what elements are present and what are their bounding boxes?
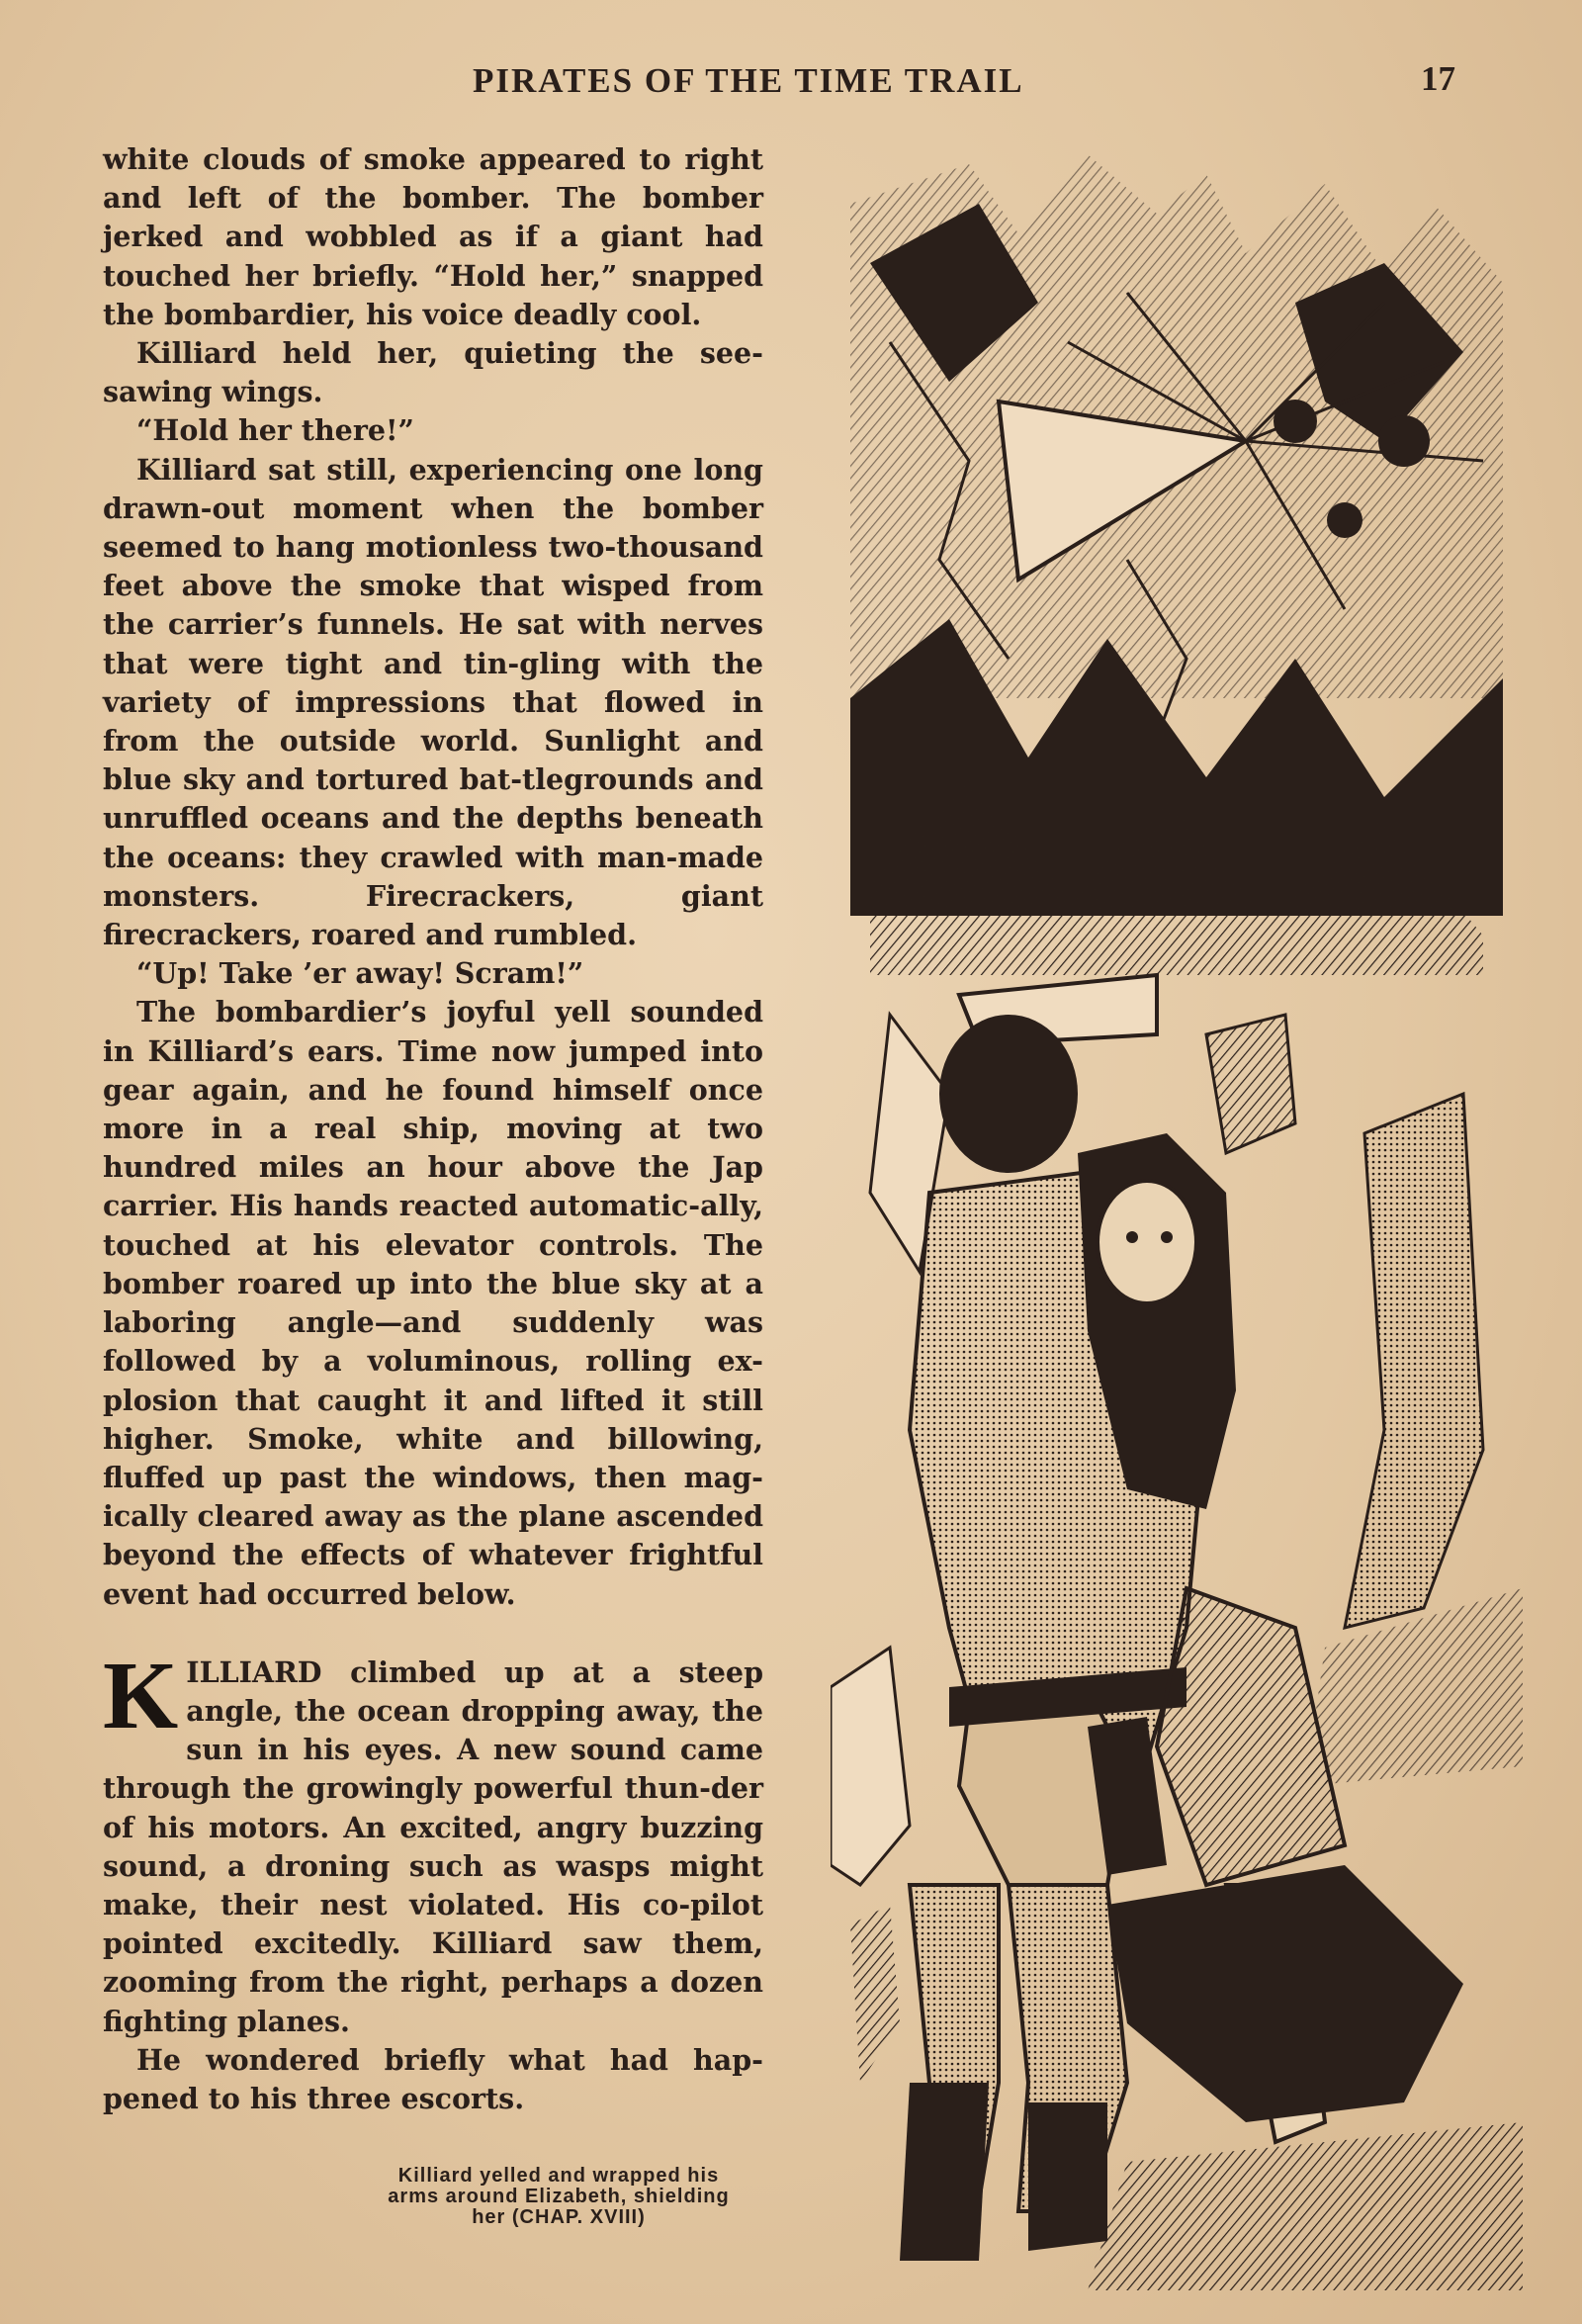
caption-line: arms around Elizabeth, shielding <box>388 2186 730 2207</box>
section-opening-text: ILLIARD climbed up at a steep angle, the ocean dropping away, the sun in his eyes. A new sound came through the growingly powerful thun-der of his motors. An excited, angry buzzing sound, a droning such as wasps might make, their nest violated. His co-pilot pointed excitedly. Killiard saw them, zooming from the right, perhaps a dozen fighting planes. <box>103 1654 763 2038</box>
story-illustration <box>831 144 1523 2290</box>
illustration-drawing <box>831 144 1523 2290</box>
illustration-caption <box>346 2166 771 2228</box>
body-paragraph: The bombardier’s joyful yell sounded in Killiard’s ears. Time now jumped into gear again, and he found himself once more in a real ship, moving at two hundred miles an hour above the Jap carrier. His hands reacted automatic-ally, touched at his elevator controls. The bomber roared up into the blue sky at a laboring angle—and suddenly was followed by a voluminous, rolling ex-plosion that caught it and lifted it still higher. Smoke, white and billowing, fluffed up past the windows, then mag-ically cleared away as the plane ascended beyond the effects of whatever frightful event had occurred below. <box>103 995 763 1611</box>
section-opening-paragraph <box>103 1642 763 2041</box>
body-paragraph: “Up! Take ’er away! Scram!” <box>136 956 584 991</box>
drop-cap: K <box>103 1642 179 1749</box>
body-paragraph: He wondered briefly what had hap-pened to his three escorts. <box>103 2042 763 2115</box>
explosion-sky <box>850 154 1503 975</box>
story-text-column <box>103 140 763 2118</box>
collapsing-building <box>1305 1094 1523 1786</box>
body-paragraph: “Hold her there!” <box>136 413 414 448</box>
page-number: 17 <box>1421 59 1455 98</box>
caption-line: Killiard yelled and wrapped his <box>397 2165 720 2187</box>
body-paragraph: Killiard held her, quieting the see-sawing wings. <box>103 336 763 409</box>
body-paragraph: Killiard sat still, experiencing one long drawn-out moment when the bomber seemed to hang motionless two-thousand feet above the smoke that wisped from the carrier’s funnels. He sat with nerves that were tight and tin-gling with the variety of impressions that flowed in from the outside world. Sunlight and blue sky and tortured bat-tlegrounds and unruffled oceans and the depths beneath the oceans: they crawled with man-made monsters. Firecrackers, giant firecrackers, roared and rumbled. <box>103 452 763 952</box>
body-paragraph: white clouds of smoke appeared to right and left of the bomber. The bomber jerked and wobbled as if a giant had touched her briefly. “Hold her,” snapped the bombardier, his voice deadly cool. <box>103 142 763 331</box>
caption-line: her (CHAP. XVIII) <box>472 2206 646 2228</box>
page-header <box>0 55 1582 105</box>
running-title: PIRATES OF THE TIME TRAIL <box>473 61 1024 100</box>
